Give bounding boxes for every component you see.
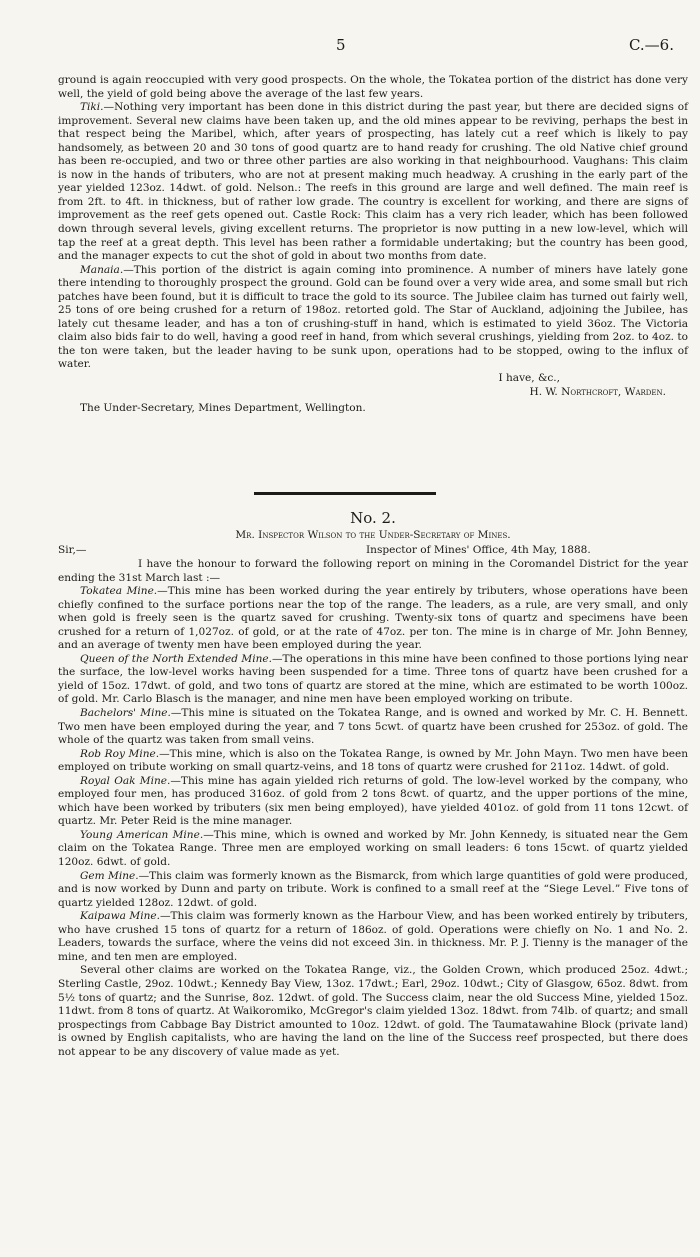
warden-report: [58, 74, 688, 416]
paragraph-other-claims: [58, 964, 688, 1059]
text-other-claims: Several other claims are worked on the Tokatea Range, viz., the Golden Crown, which produced 25oz. 4dwt.; Sterling Castle, 29oz. 10dwt.; Kennedy Bay View, 13oz. 17dwt.; Earl, 29oz. 10dwt.; City of Glasgow, 65oz. 8dwt. from 5½ tons of quartz; and the Sunrise, 8oz. 12dwt. of gold. The Success claim, near the old Success Mine, yielded 15oz. 11dwt. from 8 tons of quartz. At Waikoromiko, McGregor's claim yielded 13oz. 18dwt. from 74lb. of quartz; and small prospectings from Cabbage Bay District amounted to 10oz. 12dwt. of gold. The Taumatawahine Block (private land) is owned by English capitalists, who are having the land on the line of the Success reef prospected, but there does not appear to be any discovery of value made as yet.: [58, 964, 688, 1058]
heading-rob-roy: Rob Roy Mine.: [80, 747, 160, 760]
text-tiki: —Nothing very important has been done in this district during the past year, but there are decided signs of improvement. Several new claims have been taken up, and the old mines appear to be reviving, perhaps the best in that respect being the Maribel, which, after years of prospecting, has lately cut a reef which is likely to pay handsomely, as between 20 and 30 tons of good quartz are to hand ready for crushing. The old Native chief ground has been re-occupied, and two or three other parties are also working in that neighbourhood. Vaughans: This claim is now in the hands of tributers, who are not at present making much headway. A crushing in the early part of the year yielded 123oz. 14dwt. of gold. Nelson.: The reefs in this ground are large and well defined. The main reef is from 2ft. to 4ft. in thickness, but of rather low grade. The country is excellent for working, and there are signs of improvement as the reef gets opened out. Castle Rock: This claim has a very rich leader, which has been followed down through several levels, giving excellent returns. The proprietor is now putting in a new low-level, which will tap the reef at a great depth. This level has been rather a formidable undertaking; but the country has been good, and the manager expects to cut the shot of gold in about two months from date.: [58, 101, 688, 263]
text-queen-north: —The operations in this mine have been confined to those portions lying near the surface, the low-level works having been suspended for a time. Three tons of quartz have been crushed for a yield of 15oz. 17dwt. of gold, and two tons of quartz are stored at the mine, which are estimated to be worth 100oz. of gold. Mr. Carlo Blasch is the manager, and nine men have been employed working on tribute.: [58, 652, 688, 706]
paragraph-gem: [58, 870, 688, 911]
dateline: Inspector of Mines' Office, 4th May, 1888.: [366, 544, 591, 556]
text-bachelors: —This mine is situated on the Tokatea Range, and is owned and worked by Mr. C. H. Bennett. Two men have been employed during the year, and 7 tons 5cwt. of quartz have been crushed for 253oz. of gold. The whole of the quartz was taken from small veins.: [58, 707, 689, 747]
text-kaipawa: —This claim was formerly known as the Harbour View, and has been worked entirely by tributers, who have crushed 15 tons of quartz for a return of 186oz. of gold. Operations were chiefly on No. 1 and No. 2. Leaders, towards the surface, where the veins did not exceed 3in. in thickness. Mr. P. J. Tienny is the manager of the mine, and ten men are employed.: [58, 910, 688, 963]
heading-young-american: Young American Mine.: [80, 828, 204, 841]
page-header: [0, 36, 700, 56]
paragraph-young-american: [58, 829, 688, 870]
signature: H. W. Northcroft, Warden.: [529, 385, 666, 398]
heading-tiki: Tiki.: [80, 101, 104, 114]
heading-gem: Gem Mine.: [80, 869, 139, 882]
salutation: Sir,—: [58, 544, 87, 556]
heading-manaia: Manaia.: [80, 263, 124, 276]
text-gem: —This claim was formerly known as the Bismarck, from which large quantities of gold were produced, and is now worked by Dunn and party on tribute. Work is confined to a small reef at the “Siege Level.” Five tons of quartz yielded 128oz. 12dwt. of gold.: [58, 869, 688, 909]
addressee: The Under-Secretary, Mines Department, Wellington.: [80, 402, 366, 415]
paragraph-continuation: ground is again reoccupied with very good prospects. On the whole, the Tokatea portion of the district has done very well, the yield of gold being above the average of the last few years.: [58, 74, 688, 100]
heading-royal-oak: Royal Oak Mine.: [80, 774, 171, 787]
inspector-report: [58, 508, 688, 1059]
report-subtitle: Mr. Inspector Wilson to the Under-Secretary of Mines.: [235, 529, 511, 541]
text-manaia: —This portion of the district is again coming into prominence. A number of miners have lately gone there intending to thoroughly prospect the ground. Gold can be found over a very wide area, and some small but rich patches have been found, but it is difficult to trace the gold to its source. The Jubilee claim has turned out fairly well, 25 tons of ore being crushed for a return of 198oz. retorted gold. The Star of Auckland, adjoining the Jubilee, has lately cut thesame leader, and has a ton of crushing-stuff in hand, which is estimated to yield 36oz. The Victoria claim also bids fair to do well, having a good reef in hand, from which several crushings, yielding from 2oz. to 4oz. to the ton were taken, but the leader having to be sunk upon, operations had to be stopped, owing to the influx of water.: [58, 263, 688, 371]
intro-paragraph: I have the honour to forward the following report on mining in the Coromandel District for the year ending the 31st March last :—: [58, 558, 688, 584]
heading-kaipawa: Kaipawa Mine.: [80, 910, 160, 923]
closing: I have, &c.,: [498, 372, 560, 385]
salutation-row: [58, 543, 688, 558]
page-number: 5: [336, 36, 346, 54]
paragraph-tokatea: [58, 585, 688, 653]
paragraph-kaipawa: [58, 910, 688, 964]
text-rob-roy: —This mine, which is also on the Tokatea Range, is owned by Mr. John Mayn. Two men have been employed on tribute working on small quartz-veins, and 18 tons of quartz were crushed for 211oz. 14dwt. of gold.: [58, 747, 688, 774]
paragraph-rob-roy: [58, 748, 688, 775]
heading-tokatea: Tokatea Mine.: [80, 585, 158, 598]
text-young-american: —This mine, which is owned and worked by Mr. John Kennedy, is situated near the Gem claim on the Tokatea Range. Three men are employed working on small leaders: 6 tons 15cwt. of quartz yielded 120oz. 6dwt. of gold.: [58, 828, 688, 869]
paragraph-manaia: [58, 264, 688, 372]
paragraph-royal-oak: [58, 775, 688, 829]
report-number: No. 2.: [350, 509, 396, 527]
section-divider: [254, 492, 436, 495]
paragraph-tiki: [58, 101, 688, 264]
document-reference: C.—6.: [628, 36, 674, 54]
heading-bachelors: Bachelors' Mine.: [80, 707, 171, 720]
paragraph-bachelors: [58, 707, 688, 748]
paragraph-queen-north: [58, 653, 688, 707]
heading-queen-north: Queen of the North Extended Mine.: [80, 652, 272, 665]
text-tokatea: —This mine has been worked during the year entirely by tributers, whose operations have been chiefly confined to the surface portions near the top of the range. The leaders, as a rule, are very small, and only when gold is freely seen is the quartz saved for crushing. Twenty-six tons of quartz and specimens have been crushed for a return of 1,027oz. of gold, or at the rate of 47oz. per ton. The mine is in charge of Mr. John Benney, and an average of twenty men have been employed during the year.: [58, 585, 688, 652]
text-royal-oak: —This mine has again yielded rich returns of gold. The low-level worked by the company, who employed four men, has produced 316oz. of gold from 2 tons 8cwt. of quartz, and the upper portions of the mine, which have been worked by tributers (six men being employed), have yielded 401oz. of gold from 11 tons 12cwt. of quartz. Mr. Peter Reid is the mine manager.: [58, 774, 688, 828]
